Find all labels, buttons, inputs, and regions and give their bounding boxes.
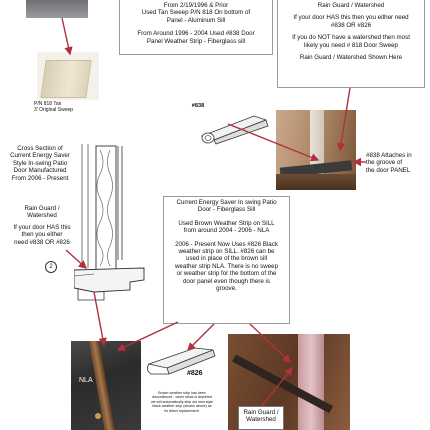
callout-2-text: 2 — [49, 264, 53, 270]
top-right-line-1: Rain Guard / Watershed — [317, 2, 385, 9]
label-nla: NLA — [79, 377, 93, 384]
top-center-line-6: Panel Weather Strip - Fiberglass sill — [146, 37, 246, 45]
weatherstrip-826-panel — [143, 342, 219, 390]
center-description-box — [163, 196, 290, 324]
right-mid-line-1: #838 Attaches in — [366, 152, 412, 159]
brown-note-line-4: black weather strip (shown above) as — [152, 404, 212, 409]
brown-note-line-2: discontinued - when stock is depleted — [152, 395, 212, 400]
bottom-rain-line-2: Watershed — [246, 416, 276, 424]
center-line-9: used in place of the brown sill — [185, 255, 268, 263]
center-line-13: groove. — [216, 285, 237, 293]
top-center-line-3: Panel - Aluminum Sill — [166, 16, 226, 24]
door-panel-photo — [276, 110, 356, 190]
bottom-rain-line-1: Rain Guard / — [243, 409, 279, 416]
bottom-rain-guard-box — [238, 406, 284, 430]
top-right-line-7: likely you need # 818 Door Sweep — [304, 41, 398, 49]
right-mid-line-2: the groove of — [366, 159, 403, 167]
weatherstrip-826-drawing — [143, 342, 219, 382]
top-right-line-3: If your door HAS this then you either need — [293, 14, 409, 22]
top-center-box — [119, 0, 273, 55]
top-right-line-4: #838 OR #826 — [330, 21, 372, 29]
brown-note-line-3: we will automatically ship out new style — [150, 399, 214, 404]
brown-strip-note — [142, 391, 222, 413]
center-line-5: from around 2004 - 2006 - NLA — [183, 227, 270, 235]
center-line-11: or weather strip for the bottom of the — [176, 270, 277, 278]
center-line-7: 2006 - Present Now Uses #826 Black — [175, 240, 278, 248]
top-center-line-2: Used Tan Sweep P/N 818 On bottom of — [141, 9, 251, 17]
center-line-10: weather strip NLA. There is no sweep — [174, 262, 279, 270]
left-cross-line-3: Style In-swing Patio — [12, 159, 68, 167]
left-cross-line-1: Cross Section of — [17, 145, 63, 152]
callout-2-badge — [45, 261, 57, 273]
tan-sweep-photo — [37, 52, 99, 100]
label-838: #838 — [191, 103, 205, 109]
top-right-box — [277, 0, 425, 88]
center-line-2: Door - Fiberglass Sill — [197, 206, 256, 214]
center-line-12: door panel even though there is — [182, 277, 271, 285]
sweep-caption — [34, 102, 84, 113]
center-line-8: weather strip on SILL. #826 can be — [178, 248, 275, 256]
center-line-4: Used Brown Weather Strip on SILL — [178, 219, 275, 227]
left-cross-line-4: Door Manufactured — [13, 167, 67, 175]
top-left-photo-fragment — [26, 0, 88, 18]
door-cross-section-drawing — [74, 140, 146, 310]
sweep-caption-line2: 3' Original Sweep — [34, 106, 74, 113]
right-mid-line-3: the door PANEL — [366, 166, 411, 174]
brown-note-line-5: its direct replacement. — [164, 408, 200, 413]
brown-note-line-1: Brown weather strip has been — [158, 391, 206, 395]
right-mid-box — [366, 152, 428, 186]
brown-strip-nla-photo — [71, 341, 141, 430]
left-cross-line-2: Current Energy Saver — [10, 152, 70, 160]
top-center-line-1: From 2/19/1996 & Prior — [163, 2, 229, 9]
left-cross-line-5: From 2006 - Present — [11, 174, 69, 182]
top-right-line-6: If you do NOT have a watershed then most — [292, 34, 410, 42]
left-cross-section-box — [0, 143, 80, 195]
left-rain-line-4: If your door HAS this — [13, 223, 71, 231]
center-line-1: Current Energy Saver In swing Patio — [176, 199, 277, 206]
weatherstrip-838-drawing — [196, 110, 276, 146]
left-rain-line-5: then you either — [21, 231, 63, 239]
left-rain-line-1: Rain Guard / — [24, 205, 60, 212]
left-rain-line-6: need #838 OR #826 — [14, 238, 70, 246]
top-right-line-9: Rain Guard / Watershed Shown Here — [299, 54, 403, 62]
left-rain-guard-box — [8, 203, 76, 253]
label-826: #826 — [187, 370, 203, 377]
sweep-caption-line1: P/N 818 Tan — [34, 101, 62, 107]
top-center-line-5: From Around 1996 - 2004 Used #838 Door — [137, 30, 255, 38]
left-rain-line-2: Watershed — [27, 212, 57, 220]
arrow-top-photo-to-sweep — [62, 18, 70, 54]
